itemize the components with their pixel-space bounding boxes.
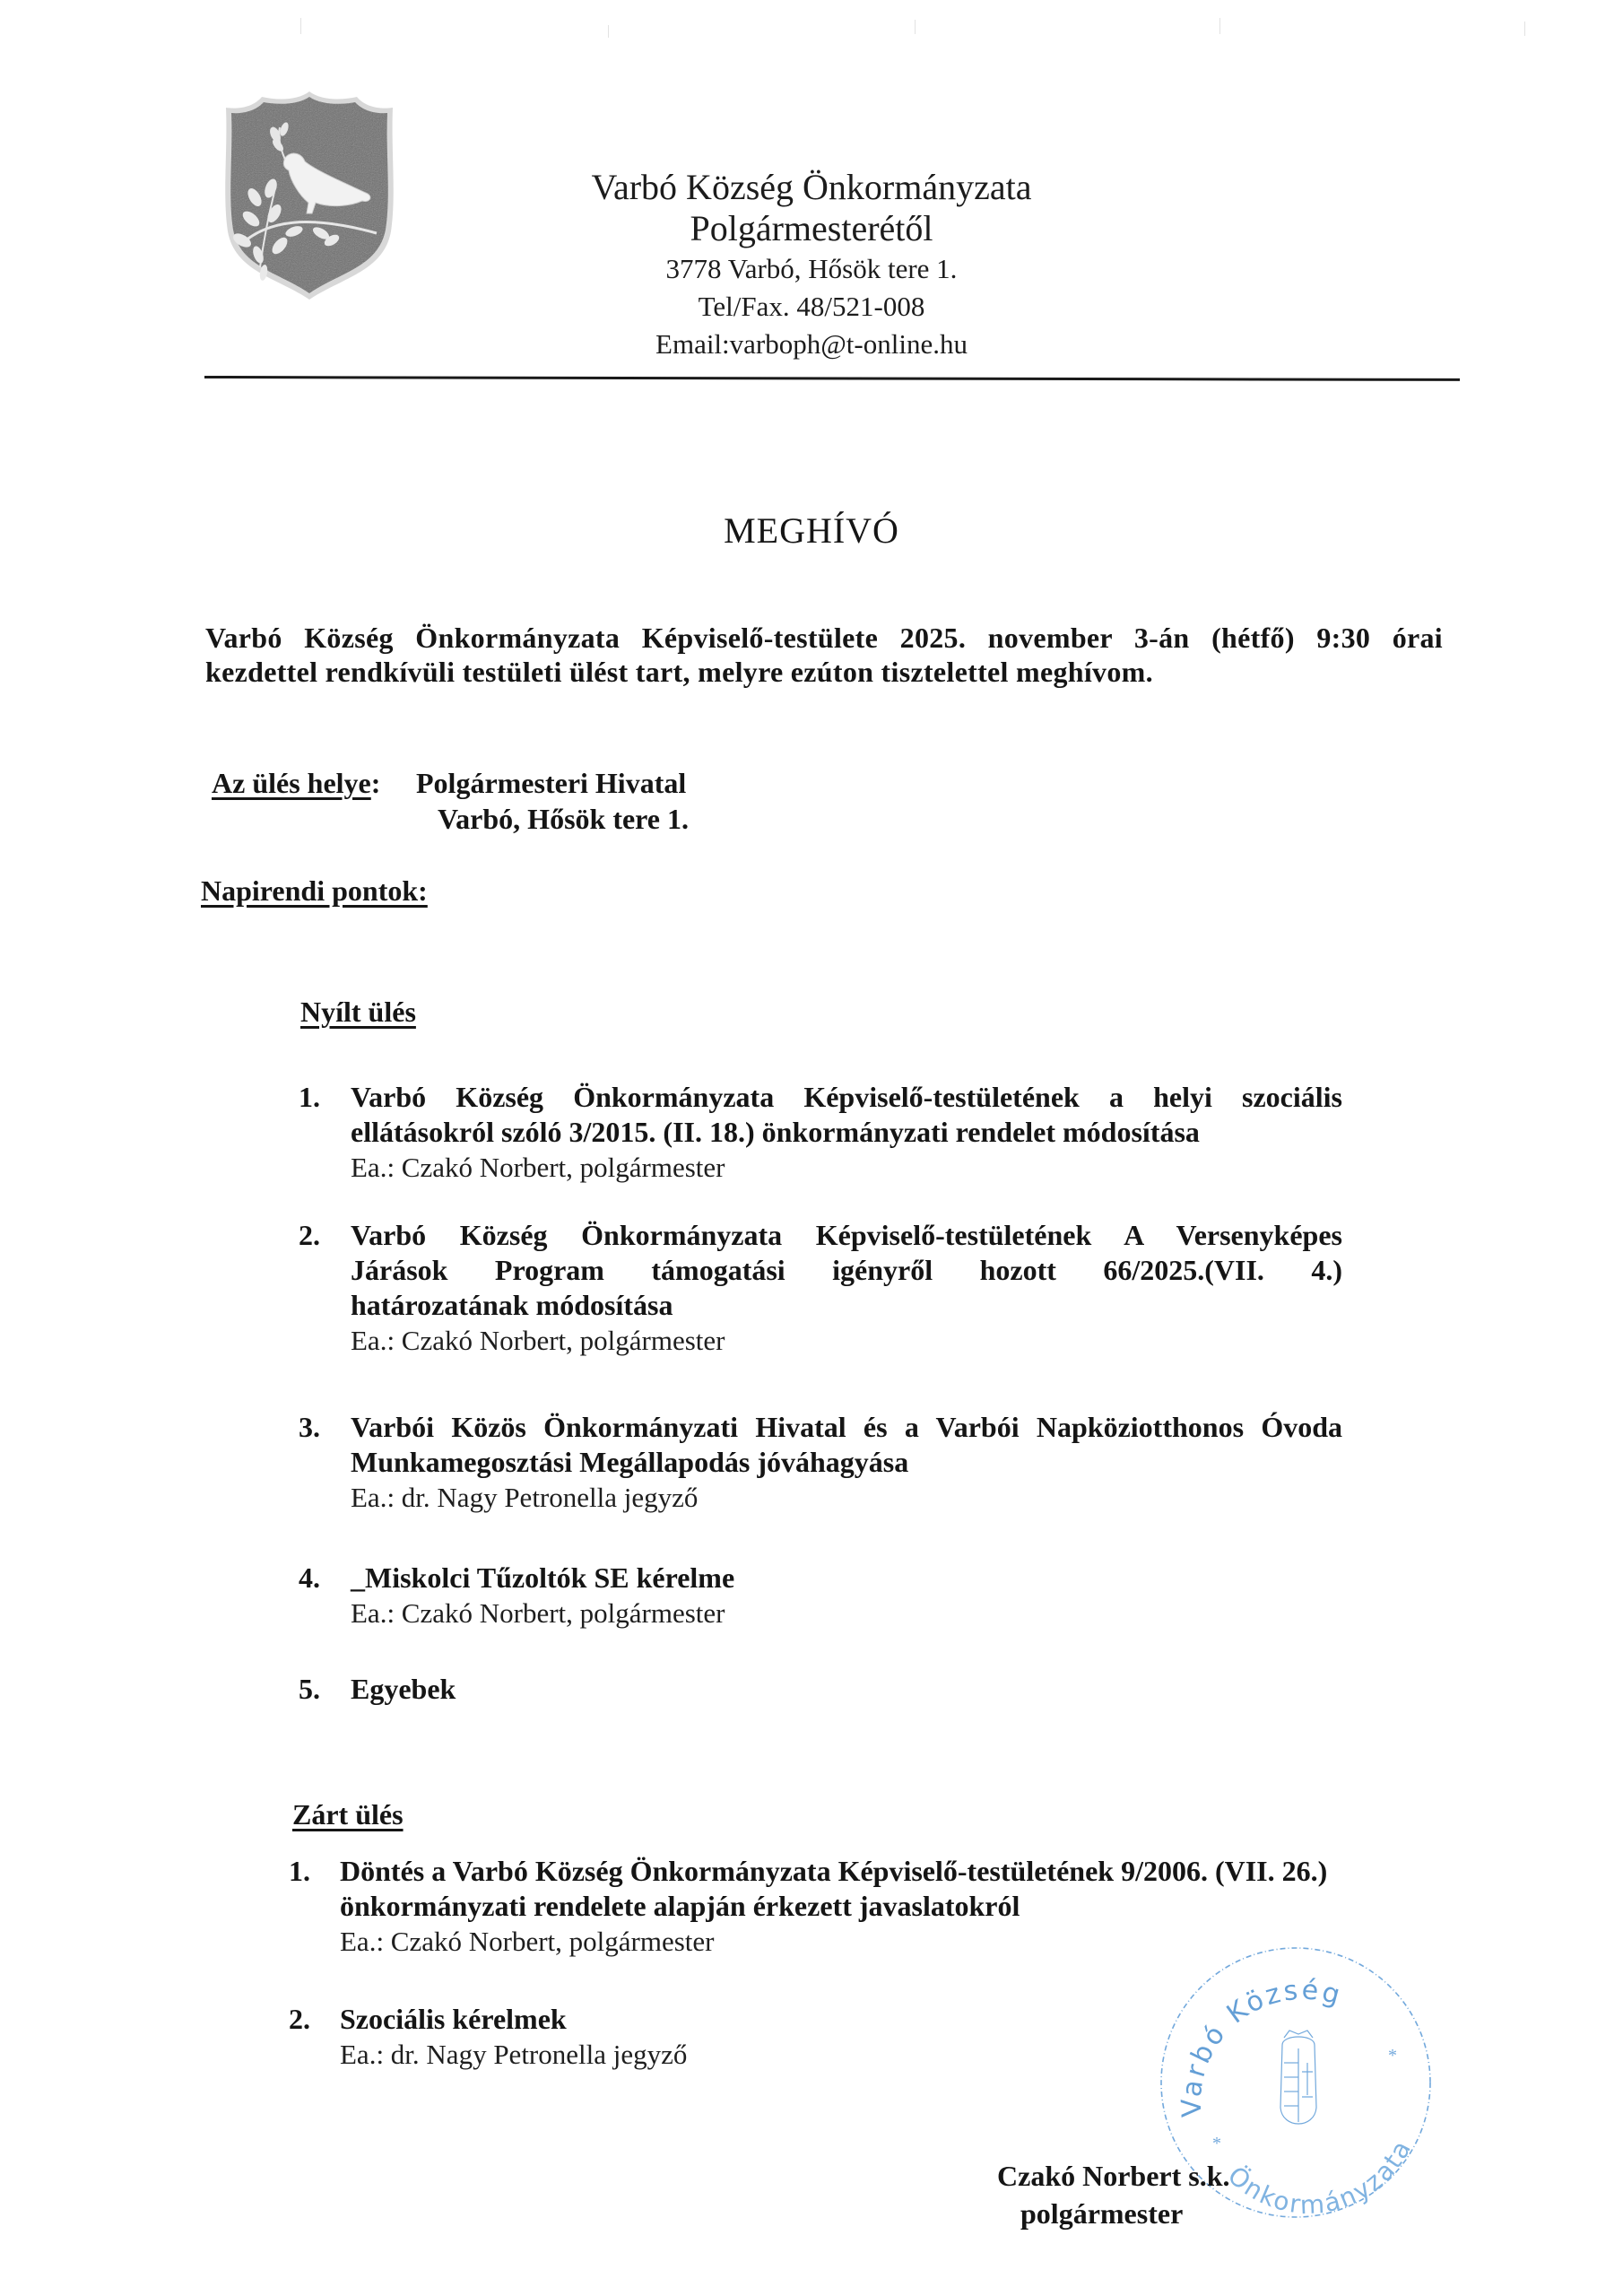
scan-mark bbox=[915, 20, 916, 34]
agenda-item-title-line: határozatának módosítása bbox=[351, 1289, 673, 1321]
signatory-name: Czakó Norbert s.k. bbox=[997, 2160, 1230, 2192]
agenda-item-title-line: Döntés a Varbó Község Önkormányzata Képviselő-testületének 9/2006. (VII. 26.) bbox=[340, 1855, 1328, 1887]
agenda-item-title-line: Varbó Község Önkormányzata Képviselő-testületének A Versenyképes bbox=[351, 1219, 1342, 1251]
stamp-text-top: Varbó Község bbox=[1176, 1974, 1346, 2118]
venue-address: Varbó, Hősök tere 1. bbox=[438, 803, 689, 835]
agenda-item-number: 2. bbox=[299, 1219, 320, 1251]
document-title: MEGHÍVÓ bbox=[724, 510, 899, 551]
agenda-heading: Napirendi pontok: bbox=[201, 874, 428, 907]
office-name: Polgármesterétől bbox=[690, 208, 933, 248]
scan-mark bbox=[608, 25, 609, 38]
org-address: 3778 Varbó, Hősök tere 1. bbox=[665, 253, 958, 284]
agenda-item-number: 2. bbox=[289, 2003, 310, 2035]
hungarian-coat-of-arms-icon bbox=[1280, 2031, 1316, 2124]
agenda-item-presenter: Ea.: Czakó Norbert, polgármester bbox=[351, 1597, 725, 1629]
agenda-item-number: 4. bbox=[299, 1561, 320, 1594]
stamp-star-icon: * bbox=[1212, 2134, 1221, 2153]
agenda-item-number: 5. bbox=[299, 1673, 320, 1705]
org-phone: Tel/Fax. 48/521-008 bbox=[698, 291, 925, 322]
agenda-item-title-line: Járások Program támogatási igényről hozott 66/2025.(VII. 4.) bbox=[351, 1254, 1342, 1286]
agenda-item-title-line: Szociális kérelmek bbox=[340, 2003, 567, 2035]
header-divider bbox=[204, 376, 1460, 381]
open-session-heading: Nyílt ülés bbox=[300, 996, 416, 1028]
agenda-item-presenter: Ea.: Czakó Norbert, polgármester bbox=[351, 1152, 725, 1183]
agenda-item-presenter: Ea.: dr. Nagy Petronella jegyző bbox=[351, 1482, 699, 1513]
stamp-text-bottom: Önkormányzata bbox=[1221, 2134, 1418, 2221]
venue-name: Polgármesteri Hivatal bbox=[416, 767, 687, 799]
agenda-item-title-line: Munkamegosztási Megállapodás jóváhagyása bbox=[351, 1446, 909, 1478]
invitation-line: kezdettel rendkívüli testületi ülést tart, melyre ezúton tisztelettel meghívom. bbox=[205, 656, 1153, 688]
agenda-item-title-line: önkormányzati rendelete alapján érkezett javaslatokról bbox=[340, 1890, 1020, 1922]
venue-label-colon: : bbox=[370, 767, 381, 799]
agenda-item-title-line: Varbó Község Önkormányzata Képviselő-testületének a helyi szociális bbox=[351, 1081, 1342, 1113]
agenda-item-title-line: Egyebek bbox=[351, 1673, 456, 1705]
agenda-item-number: 1. bbox=[289, 1855, 310, 1887]
agenda-item-presenter: Ea.: Czakó Norbert, polgármester bbox=[340, 1926, 715, 1957]
scan-mark bbox=[1524, 22, 1525, 36]
org-name: Varbó Község Önkormányzata bbox=[591, 167, 1032, 207]
signatory-title: polgármester bbox=[1020, 2197, 1184, 2230]
venue-label-text: Az ülés helye bbox=[212, 767, 371, 799]
scan-mark bbox=[300, 18, 301, 34]
org-email: Email:varboph@t-online.hu bbox=[655, 328, 968, 360]
scan-mark bbox=[1219, 18, 1220, 34]
venue-label bbox=[212, 767, 380, 800]
agenda-item-title-line: _Miskolci Tűzoltók SE kérelme bbox=[351, 1561, 735, 1594]
agenda-item-number: 3. bbox=[299, 1411, 320, 1443]
agenda-item-presenter: Ea.: dr. Nagy Petronella jegyző bbox=[340, 2039, 688, 2070]
closed-session-heading: Zárt ülés bbox=[292, 1798, 404, 1831]
agenda-item-title-line: ellátásokról szóló 3/2015. (II. 18.) önkormányzati rendelet módosítása bbox=[351, 1116, 1200, 1148]
invitation-text bbox=[205, 621, 1443, 689]
stamp-star-icon: * bbox=[1388, 2046, 1397, 2066]
agenda-item-presenter: Ea.: Czakó Norbert, polgármester bbox=[351, 1325, 725, 1356]
coat-of-arms-icon bbox=[215, 88, 404, 303]
agenda-item-title-line: Varbói Közös Önkormányzati Hivatal és a Varbói Napköziotthonos Óvoda bbox=[351, 1411, 1342, 1443]
agenda-item-number: 1. bbox=[299, 1081, 320, 1113]
invitation-line: Varbó Község Önkormányzata Képviselő-testülete 2025. november 3-án (hétfő) 9:30 órai bbox=[205, 622, 1443, 654]
